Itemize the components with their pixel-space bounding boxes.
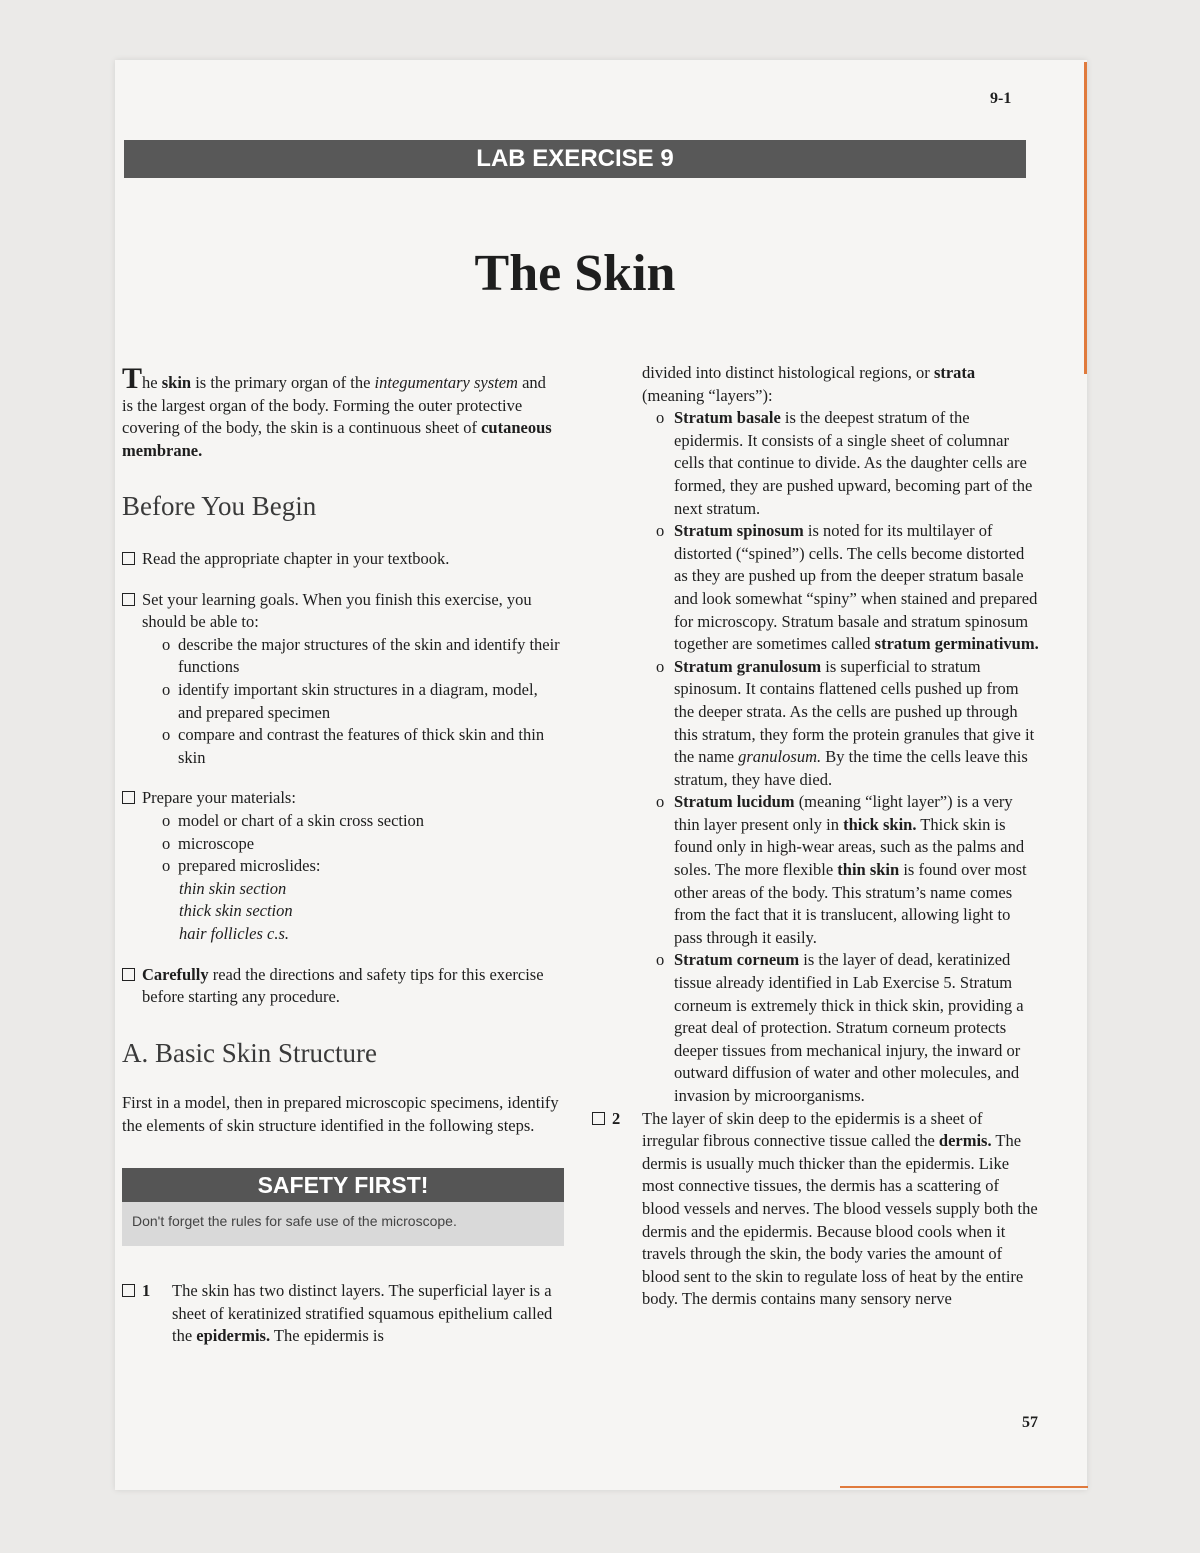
section-a-text: First in a model, then in prepared microscopic specimens, identify the elements of skin structure identified in the following steps. bbox=[122, 1093, 559, 1136]
orange-bottom-rule bbox=[840, 1486, 1088, 1488]
strata-intro: divided into distinct histological regions, or strata (meaning “layers”): bbox=[642, 363, 976, 405]
bullet-circle-icon: o bbox=[162, 833, 171, 853]
stratum-corneum-item: o Stratum corneum is the layer of dead, keratinized tissue already identified in Lab Exercise 5. Stratum corneum is extremely thick in thick skin, providing a great deal of protection. Stratum corneum protects deeper tissues from mechanical injury, the inward or outward diffusion of water and other molecules, and invasion by microorganisms. bbox=[656, 950, 1024, 1105]
page-id: 9-1 bbox=[990, 90, 1012, 107]
safety-text: Don't forget the rules for safe use of the microscope. bbox=[132, 1212, 457, 1229]
bullet-circle-icon: o bbox=[656, 408, 665, 428]
checklist-goals: Set your learning goals. When you finish this exercise, you should be able to: o describe the major structures of the skin and identify their functions o identify important skin structures in a diagram, model, and prepared specimen o compare and contrast the features of thick skin and thin skin bbox=[122, 589, 560, 770]
checklist-careful: Carefully read the directions and safety tips for this exercise before starting any procedure. bbox=[122, 964, 560, 1009]
material-item: o model or chart of a skin cross section bbox=[142, 810, 560, 833]
term-skin: skin bbox=[161, 373, 192, 392]
step-number: 2 bbox=[592, 1108, 620, 1131]
term-dermis: dermis. bbox=[938, 1131, 992, 1151]
material-item: o microscope bbox=[142, 833, 560, 856]
step-2: 2 The layer of skin deep to the epidermis is a sheet of irregular fibrous connective tissue called the dermis. The dermis is usually much thicker than the epidermis. Like most connective tissues, the dermis has a scattering of blood vessels and nerves. The blood vessels supply both the dermis and the epidermis. Because blood cools when it travels through the skin, the body varies the amount of blood sent to the skin to regulate loss of heat by the entire body. The dermis contains many sensory nerve bbox=[592, 1108, 1040, 1311]
checkbox-icon[interactable] bbox=[122, 791, 135, 804]
term-cutaneous-membrane: cutaneous membrane. bbox=[122, 418, 552, 460]
intro-paragraph: The skin is the primary organ of the integumentary system and is the largest organ of the body. Forming the outer protective covering of the body, the skin is a continuous sheet of cutaneous membrane. bbox=[122, 362, 552, 460]
checklist-read: Read the appropriate chapter in your textbook. bbox=[122, 548, 560, 571]
page-title: The Skin bbox=[474, 245, 676, 302]
bullet-circle-icon: o bbox=[656, 521, 665, 541]
term-integumentary-system: integumentary system bbox=[374, 373, 518, 392]
checkbox-icon[interactable] bbox=[592, 1112, 605, 1125]
slide-item: thin skin section bbox=[179, 878, 287, 898]
stratum-granulosum-item: o Stratum granulosum is superficial to stratum spinosum. It contains flattened cells pushed up from the deeper strata. As the cells are pushed up through this stratum, they form the protein granules that give it the name granulosum. By the time the cells leave this stratum, they have died. bbox=[656, 656, 1035, 789]
bullet-circle-icon: o bbox=[162, 856, 171, 876]
slide-item: thick skin section bbox=[179, 901, 293, 921]
bullet-circle-icon: o bbox=[656, 950, 665, 970]
step-1: 1 The skin has two distinct layers. The superficial layer is a sheet of keratinized stratified squamous epithelium called the epidermis. The epidermis is bbox=[122, 1280, 560, 1348]
slide-item: hair follicles c.s. bbox=[179, 923, 289, 943]
term-strata: strata bbox=[933, 363, 976, 382]
orange-margin-rule bbox=[1084, 62, 1087, 374]
lab-exercise-banner: LAB EXERCISE 9 bbox=[124, 140, 1026, 178]
safety-box bbox=[122, 1168, 564, 1247]
left-column bbox=[122, 364, 560, 1348]
before-you-begin-heading: Before You Begin bbox=[122, 491, 317, 522]
bullet-circle-icon: o bbox=[162, 634, 171, 654]
stratum-lucidum-item: o Stratum lucidum (meaning “light layer”) is a very thin layer present only in thick skin. Thick skin is found only in high-wear areas, such as the palms and soles. The more flexible thin skin is found over most other areas of the body. This stratum’s name comes from the fact that it is translucent, allowing light to pass through it easily. bbox=[656, 792, 1027, 947]
checklist-materials: Prepare your materials: o model or chart of a skin cross section o microscope o prepared microslides: thin skin section thick skin section hair follicles c.s. bbox=[122, 787, 560, 945]
material-item: o prepared microslides: bbox=[142, 855, 560, 878]
bullet-circle-icon: o bbox=[656, 656, 665, 676]
section-a-heading: A. Basic Skin Structure bbox=[122, 1037, 377, 1068]
safety-heading: SAFETY FIRST! bbox=[122, 1168, 564, 1202]
goal-item: o describe the major structures of the skin and identify their functions bbox=[162, 634, 560, 677]
goal-item: o identify important skin structures in a diagram, model, and prepared specimen bbox=[162, 680, 538, 722]
checkbox-icon[interactable] bbox=[122, 552, 135, 565]
bullet-circle-icon: o bbox=[162, 811, 171, 830]
bullet-circle-icon: o bbox=[162, 680, 171, 700]
page-number: 57 bbox=[1022, 1414, 1038, 1431]
goal-item: o compare and contrast the features of thick skin and thin skin bbox=[162, 725, 545, 767]
checkbox-icon[interactable] bbox=[122, 1284, 135, 1297]
term-epidermis: epidermis. bbox=[196, 1326, 271, 1346]
bullet-circle-icon: o bbox=[656, 792, 665, 812]
bullet-circle-icon: o bbox=[162, 725, 171, 745]
checkbox-icon[interactable] bbox=[122, 593, 135, 606]
stratum-basale-item: o Stratum basale is the deepest stratum of the epidermis. It consists of a single sheet of columnar cells that continue to divide. As the daughter cells are formed, they are pushed upward, becoming part of the next stratum. bbox=[656, 408, 1033, 518]
drop-cap: T bbox=[122, 362, 143, 395]
right-column bbox=[592, 362, 1040, 1311]
checkbox-icon[interactable] bbox=[122, 968, 135, 981]
step-number: 1 bbox=[122, 1280, 150, 1303]
stratum-spinosum-item: o Stratum spinosum is noted for its multilayer of distorted (“spined”) cells. The cells become distorted as they are pushed up from the deeper stratum basale and look somewhat “spiny” when stained and prepared for microscopy. Stratum basale and stratum spinosum together are sometimes called stratum germinativum. bbox=[656, 521, 1039, 654]
